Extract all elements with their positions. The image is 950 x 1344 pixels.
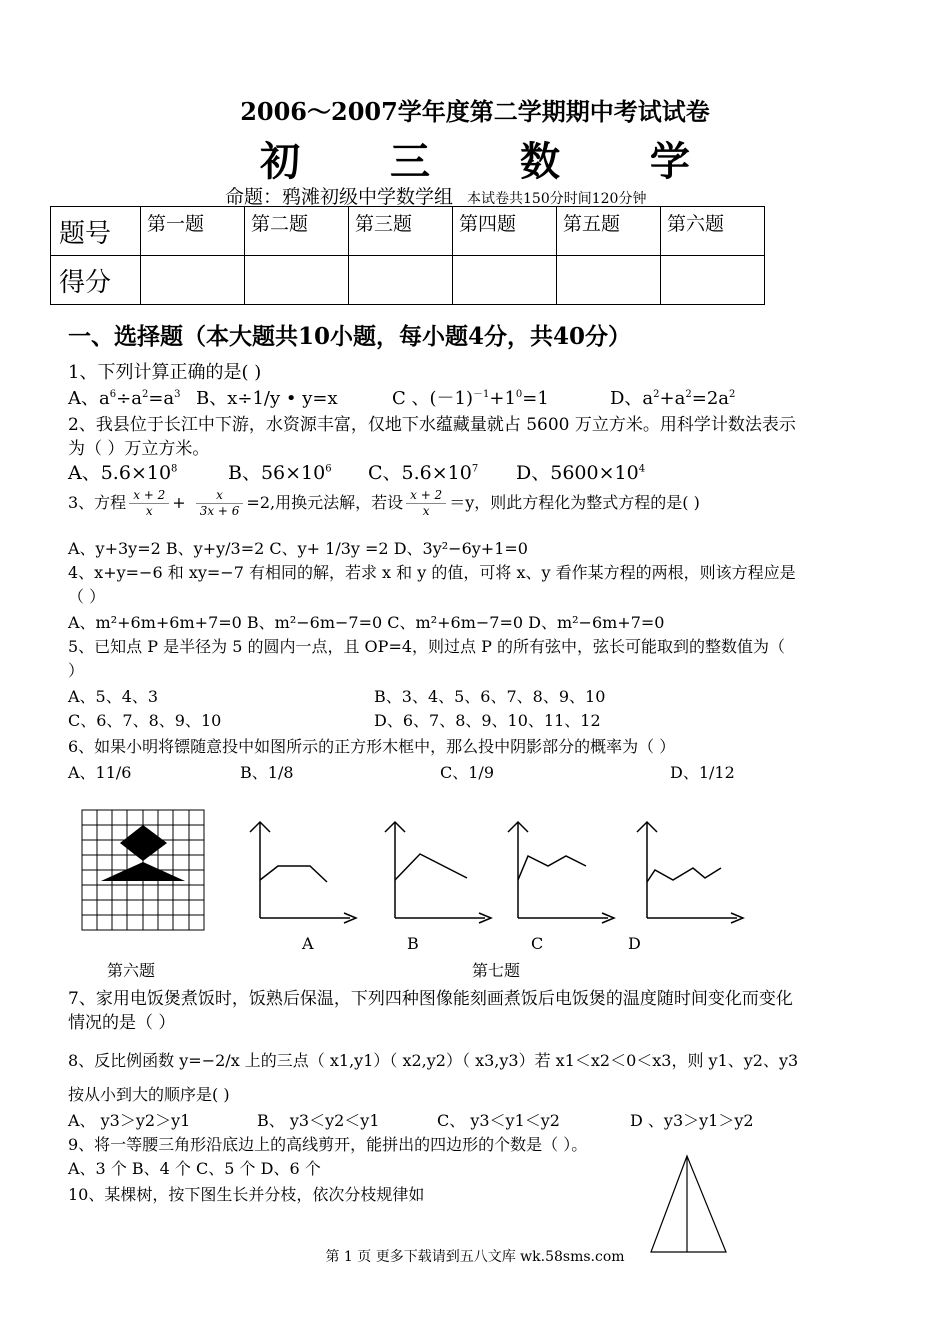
graph-b — [385, 822, 491, 923]
col-label: 第二题 — [245, 207, 349, 256]
fraction: $\frac{x + 2}{x}$ — [129, 488, 169, 519]
q5-option-d: D、6、7、8、9、10、11、12 — [374, 711, 601, 730]
q6-option-d: D、1/12 — [670, 763, 735, 782]
q2-line1: 2、我县位于长江中下游，水资源丰富，仅地下水蕴藏量就占 5600 万立方米。用科学计数法表示 — [68, 415, 796, 435]
q8-option-c: C、 y3＜y1＜y2 — [437, 1111, 560, 1130]
row-label-number: 题号 — [51, 207, 141, 256]
score-cell — [245, 256, 349, 305]
q8-option-b: B、 y3＜y2＜y1 — [257, 1111, 380, 1130]
q4-line2: （ ） — [68, 587, 106, 606]
author-line — [225, 182, 646, 209]
caption-q7: 第七题 — [472, 961, 521, 980]
graph-label-a: A — [302, 934, 314, 953]
q9-stem: 9、将一等腰三角形沿底边上的高线剪开，能拼出的四边形的个数是（ ）。 — [68, 1135, 588, 1154]
exam-title: 2006～2007学年度第二学期期中考试试卷 — [240, 97, 710, 126]
score-cell — [557, 256, 661, 305]
q9-options: A、3 个 B、4 个 C、5 个 D、6 个 — [68, 1159, 321, 1178]
graph-c — [508, 822, 614, 923]
q5-line2: ） — [68, 661, 85, 680]
q3-stem: 3、方程 $\frac{x + 2}{x}$ + $\frac{x}{3x + 6}$ =2,用换元法解，若设 $\frac{x + 2}{x}$ ＝y，则此方程化为整式方程的是( ) — [68, 488, 700, 518]
graph-label-d: D — [628, 934, 641, 953]
q7-line1: 7、家用电饭煲煮饭时，饭熟后保温，下列四种图像能刻画煮饭后电饭煲的温度随时间变化而变化 — [68, 989, 793, 1009]
score-cell — [349, 256, 453, 305]
q3-options: A、y+3y=2 B、y+y/3=2 C、y+ 1/3y =2 D、3y²−6y+1=0 — [68, 539, 528, 558]
graph-a — [250, 822, 356, 923]
q8-line1: 8、反比例函数 y=−2/x 上的三点（ x1,y1）（ x2,y2）（ x3,y3）若 x1＜x2＜0＜x3，则 y1、y2、y3 — [68, 1051, 799, 1070]
col-label: 第三题 — [349, 207, 453, 256]
q6-option-b: B、1/8 — [240, 763, 294, 782]
q5-option-a: A、5、4、3 — [68, 687, 159, 706]
isosceles-triangle-figure — [640, 1150, 740, 1260]
q1-options: A、$a^6\div a^2=a^3$ B、x÷1/y • y=x C 、$(-1)^{-1}+1^0=1$ D、$a^2+a^2=2a^2$ — [68, 388, 736, 409]
exam-info: 本试卷共150分时间120分钟 — [467, 191, 647, 207]
q5-option-b: B、3、4、5、6、7、8、9、10 — [374, 687, 606, 706]
shaded-triangle — [101, 862, 185, 881]
q8-option-a: A、 y3＞y2＞y1 — [68, 1111, 191, 1130]
q4-options: A、m²+6m+6m+7=0 B、m²−6m−7=0 C、m²+6m−7=0 D、m²−6m+7=0 — [68, 613, 665, 632]
fraction: $\frac{x}{3x + 6}$ — [196, 488, 244, 519]
q1-stem: 1、下列计算正确的是( ) — [68, 362, 262, 383]
q8-option-d: D 、y3＞y1＞y2 — [630, 1111, 754, 1130]
col-label: 第四题 — [453, 207, 557, 256]
score-cell — [141, 256, 245, 305]
q2-options: A、$5.6\times 10^8$ B、$56\times 10^6$ C、$5.6\times 10^7$ D、$5600\times 10^4$ — [68, 462, 646, 484]
fraction: $\frac{x + 2}{x}$ — [406, 488, 446, 519]
q5-option-c: C、6、7、8、9、10 — [68, 711, 222, 730]
graph-label-b: B — [407, 934, 419, 953]
q8-line2: 按从小到大的顺序是( ) — [68, 1085, 230, 1104]
score-cell — [661, 256, 765, 305]
q6-option-c: C、1/9 — [440, 763, 494, 782]
author: 命题：鸦滩初级中学数学组 — [225, 186, 454, 208]
q10-stem: 10、某棵树，按下图生长并分枝，依次分枝规律如 — [68, 1185, 425, 1204]
graph-d — [637, 822, 743, 923]
q4-line1: 4、x+y=−6 和 xy=−7 有相同的解，若求 x 和 y 的值，可将 x、y 看作某方程的两根，则该方程应是 — [68, 563, 796, 582]
q6-option-a: A、11/6 — [68, 763, 132, 782]
col-label: 第一题 — [141, 207, 245, 256]
caption-q6: 第六题 — [107, 961, 156, 980]
figures — [0, 800, 950, 940]
q2-line2: 为（ ）万立方米。 — [68, 439, 210, 459]
subject-title: 初 三 数 学 — [260, 138, 728, 185]
graph-label-c: C — [531, 934, 544, 953]
q6-stem: 6、如果小明将镖随意投中如图所示的正方形木框中，那么投中阴影部分的概率为（ ） — [68, 737, 676, 756]
score-table — [50, 206, 765, 305]
page-footer: 第 1 页 更多下载请到五八文库 wk.58sms.com — [325, 1249, 625, 1265]
score-table-score-row — [51, 256, 765, 305]
row-label-score: 得分 — [51, 256, 141, 305]
score-cell — [453, 256, 557, 305]
col-label: 第五题 — [557, 207, 661, 256]
col-label: 第六题 — [661, 207, 765, 256]
score-table-header-row — [51, 207, 765, 256]
q5-line1: 5、已知点 P 是半径为 5 的圆内一点，且 OP=4，则过点 P 的所有弦中，弦长可能取到的整数值为（ — [68, 637, 785, 656]
q7-line2: 情况的是（ ） — [68, 1013, 176, 1033]
section-title: 一、选择题（本大题共10小题，每小题4分，共40分） — [68, 323, 632, 350]
